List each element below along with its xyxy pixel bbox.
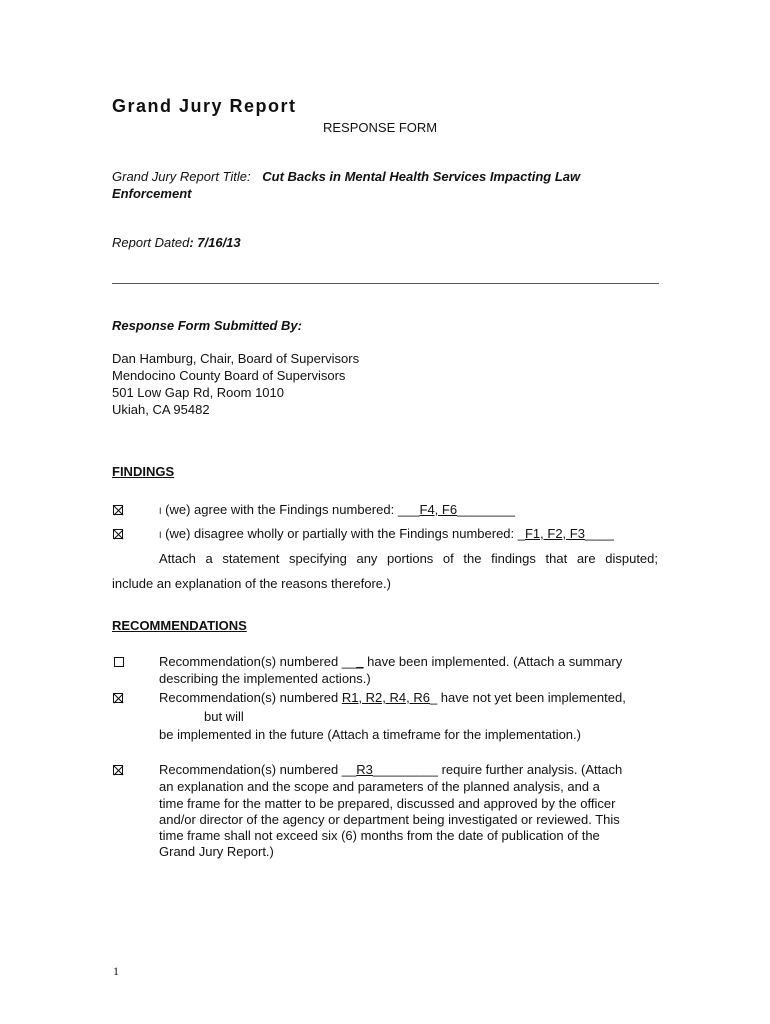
report-dated-label: Report Dated — [112, 235, 190, 250]
findings-agree-suffix: ________ — [457, 502, 515, 517]
findings-attach-line2: include an explanation of the reasons therefore.) — [112, 576, 391, 591]
report-title-line — [112, 168, 580, 185]
report-dated-value: : 7/16/13 — [189, 235, 241, 250]
findings-disagree-prefix: I — [159, 530, 162, 540]
submitted-line-1: Dan Hamburg, Chair, Board of Supervisors — [112, 351, 360, 366]
rec-further-pre: Recommendation(s) numbered __ — [159, 762, 357, 777]
rec-further-post: _________ require further analysis. (Attach — [372, 762, 623, 777]
rec-not-yet-line3: be implemented in the future (Attach a timeframe for the implementation.) — [159, 727, 581, 742]
rec-implemented-post: have been implemented. (Attach a summary — [363, 654, 623, 669]
submitted-heading: Response Form Submitted By: — [112, 318, 302, 333]
rec-implemented-value: _ — [356, 654, 364, 669]
findings-heading: FINDINGS — [112, 464, 175, 479]
findings-agree-checkbox[interactable] — [113, 505, 123, 515]
rec-further-line6: Grand Jury Report.) — [159, 844, 274, 859]
submitted-line-2: Mendocino County Board of Supervisors — [112, 368, 346, 383]
rec-further-line4: and/or director of the agency or department being investigated or reviewed. This — [159, 812, 620, 827]
submitted-line-3: 501 Low Gap Rd, Room 1010 — [112, 385, 284, 400]
findings-disagree-line — [159, 525, 614, 544]
rec-further-line3: time frame for the matter to be prepared, discussed and approved by the officer — [159, 796, 616, 811]
horizontal-divider — [112, 283, 659, 284]
rec-not-yet-line2: but will — [204, 709, 244, 724]
rec-not-yet-pre: Recommendation(s) numbered — [159, 690, 342, 705]
rec-further-value: R3 — [356, 762, 373, 777]
rec-implemented-line2: describing the implemented actions.) — [159, 671, 371, 686]
report-title-value: Cut Backs in Mental Health Services Impacting Law — [262, 169, 581, 184]
findings-disagree-value: F1, F2, F3 — [524, 526, 585, 541]
findings-disagree-checkbox[interactable] — [113, 529, 123, 539]
findings-agree-prefix: I — [159, 506, 162, 516]
rec-not-yet-value: R1, R2, R4, R6 — [341, 690, 430, 705]
submitted-line-4: Ukiah, CA 95482 — [112, 402, 210, 417]
report-dated — [112, 234, 241, 251]
rec-further-checkbox[interactable] — [113, 765, 123, 775]
rec-implemented-line1 — [159, 653, 622, 670]
findings-disagree-text: (we) disagree wholly or partially with the Findings numbered: _ — [165, 526, 525, 541]
rec-implemented-pre: Recommendation(s) numbered __ — [159, 654, 357, 669]
rec-not-yet-post: _ have not yet been implemented, — [429, 690, 626, 705]
findings-attach-line1: Attach a statement specifying any portions of the findings that are disputed; — [159, 551, 658, 566]
report-title-label: Grand Jury Report Title: — [112, 169, 251, 184]
rec-further-line5: time frame shall not exceed six (6) months from the date of publication of the — [159, 828, 600, 843]
page-title: Grand Jury Report — [112, 96, 297, 116]
findings-disagree-suffix: ____ — [584, 526, 614, 541]
findings-agree-text: (we) agree with the Findings numbered: ___ — [165, 502, 420, 517]
rec-further-line1 — [159, 761, 622, 778]
recommendations-heading: RECOMMENDATIONS — [112, 618, 247, 633]
rec-not-yet-checkbox[interactable] — [113, 693, 123, 703]
findings-agree-line — [159, 501, 515, 520]
rec-not-yet-line1 — [159, 689, 626, 706]
findings-agree-value: F4, F6 — [419, 502, 458, 517]
page-subtitle: RESPONSE FORM — [323, 120, 438, 135]
report-title-line2: Enforcement — [112, 186, 192, 201]
page-number: 1 — [113, 964, 119, 978]
rec-further-line2: an explanation and the scope and parameters of the planned analysis, and a — [159, 779, 600, 794]
rec-implemented-checkbox[interactable] — [114, 657, 124, 667]
